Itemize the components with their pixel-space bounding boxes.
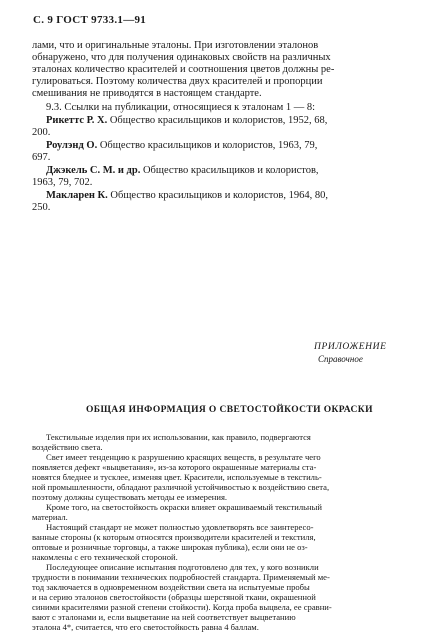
text-line: смешивания не приводятся в настоящем стандарте. xyxy=(32,88,262,99)
text-line: накомлены с его технической стороной. xyxy=(32,552,178,562)
reference-item xyxy=(46,165,319,177)
text-line: трудности в понимании технических подробностей стандарта. Применяемый ме- xyxy=(32,572,330,582)
reference-author: Джэкель С. М. и др. xyxy=(46,165,141,176)
reference-continuation: 200. xyxy=(32,127,51,138)
reference-continuation: 250. xyxy=(32,202,51,213)
text-line: ванные стороны (к которым относятся производители красителей и текстиля, xyxy=(32,532,316,542)
text-line: появляется дефект «выцветания», из-за которого окрашенные материалы ста- xyxy=(32,462,317,472)
text-line: Настоящий стандарт не может полностью удовлетворять все заинтересо- xyxy=(46,522,314,532)
text-line: вают с эталонами и, если выцветание на ней соответствует выцветанию xyxy=(32,612,296,622)
reference-text: Общество красильщиков и колористов, 1952, 68, xyxy=(107,115,328,126)
text-line: Свет имеет тенденцию к разрушению красящих веществ, в результате чего xyxy=(46,452,321,462)
reference-continuation: 697. xyxy=(32,152,51,163)
references-intro: 9.3. Ссылки на публикации, относящиеся к эталонам 1 — 8: xyxy=(46,102,316,113)
reference-author: Роулэнд О. xyxy=(46,140,98,151)
text-line: и на серию эталонов светостойкости (образцы шерстяной ткани, окрашенной xyxy=(32,592,316,602)
text-line: синими красителями разной степени стойкости). Когда проба выцвела, ее сравни- xyxy=(32,602,332,612)
reference-author: Макларен К. xyxy=(46,190,108,201)
text-line: гулироваться. Поэтому количества двух красителей и пропорции xyxy=(32,76,323,87)
reference-item xyxy=(46,190,328,202)
text-line: материал. xyxy=(32,512,68,522)
text-line: эталона 4*, считается, что его светостойкость равна 4 баллам. xyxy=(32,622,259,632)
text-line: Последующее описание испытания подготовлено для тех, у кого возникли xyxy=(46,562,319,572)
text-line: Текстильные изделия при их использовании, как правило, подвергаются xyxy=(46,432,311,442)
appendix-subtitle: Справочное xyxy=(318,354,363,364)
reference-text: Общество красильщиков и колористов, 1963, 79, xyxy=(97,140,318,151)
reference-text: Общество красильщиков и колористов, 1964, 80, xyxy=(107,190,328,201)
section-title: ОБЩАЯ ИНФОРМАЦИЯ О СВЕТОСТОЙКОСТИ ОКРАСКИ xyxy=(86,405,373,415)
text-line: обнаружено, что для получения одинаковых свойств на различных xyxy=(32,52,331,63)
appendix-title: ПРИЛОЖЕНИЕ xyxy=(314,342,387,352)
reference-item xyxy=(46,140,317,152)
reference-text: Общество красильщиков и колористов, xyxy=(140,165,319,176)
reference-author: Рикеттс Р. Х. xyxy=(46,115,108,126)
text-line: тод заключается в одновременном воздействии света на испытуемые пробы xyxy=(32,582,310,592)
text-line: ной промышленности, обладают различной устойчивостью к воздействию света, xyxy=(32,482,330,492)
text-line: оптовые и розничные торговцы, а также широкая публика), если они не оз- xyxy=(32,542,308,552)
text-line: воздействию света. xyxy=(32,442,103,452)
text-line: поэтому должны существовать методы ее измерения. xyxy=(32,492,228,502)
text-line: Кроме того, на светостойкость окраски влияет окрашиваемый текстильный xyxy=(46,502,323,512)
reference-item xyxy=(46,115,327,127)
text-line: эталонах количество красителей и соотношения цветов должны ре- xyxy=(32,64,335,75)
text-line: лами, что и оригинальные эталоны. При изготовлении эталонов xyxy=(32,40,319,51)
reference-continuation: 1963, 79, 702. xyxy=(32,177,93,188)
page-header: С. 9 ГОСТ 9733.1—91 xyxy=(33,14,147,26)
text-line: новятся бледнее и тусклее, изменяя цвет. Красители, используемые в текстиль- xyxy=(32,472,322,482)
